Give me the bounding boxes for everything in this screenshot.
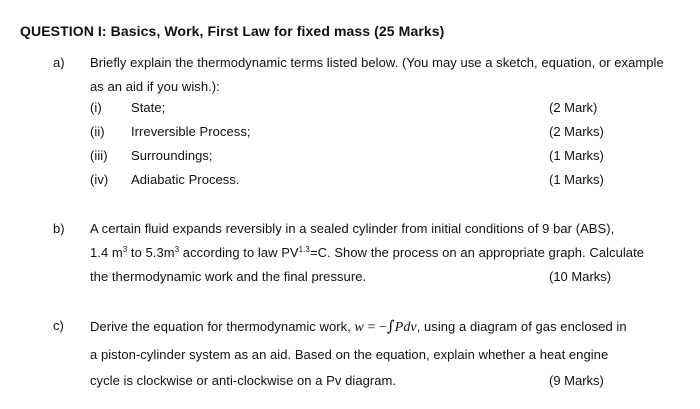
part-b-text: to 5.3m xyxy=(127,245,175,260)
part-c-text: , using a diagram of gas enclosed in xyxy=(416,319,627,334)
superscript: 3 xyxy=(174,245,180,254)
item-term: Adiabatic Process. xyxy=(131,172,240,187)
part-a-intro-line1: Briefly explain the thermodynamic terms listed below. (You may use a sketch, equation, or example xyxy=(90,55,664,70)
equation-equals: = − xyxy=(363,320,387,335)
item-marks: (1 Marks) xyxy=(549,172,604,187)
item-number: (iv) xyxy=(90,172,109,187)
item-marks: (1 Marks) xyxy=(549,148,604,163)
part-c-text: Derive the equation for thermodynamic work, xyxy=(90,319,351,334)
item-marks: (2 Mark) xyxy=(549,100,598,115)
part-c-label: c) xyxy=(53,318,64,333)
part-b-text: 1.4 m xyxy=(90,245,123,260)
part-a-label: a) xyxy=(53,55,65,70)
superscript: 1.3 xyxy=(298,245,310,254)
question-title: QUESTION I: Basics, Work, First Law for fixed mass (25 Marks) xyxy=(20,23,445,39)
equation-lhs: w xyxy=(354,320,364,335)
part-b-label: b) xyxy=(53,221,65,236)
item-number: (iii) xyxy=(90,148,108,163)
part-c-line3: cycle is clockwise or anti-clockwise on a Pv diagram. xyxy=(90,373,397,388)
item-term: Irreversible Process; xyxy=(131,124,251,139)
item-marks: (2 Marks) xyxy=(549,124,604,139)
work-equation xyxy=(354,317,417,335)
item-term: Surroundings; xyxy=(131,148,213,163)
part-b-text: according to law PV xyxy=(179,245,299,260)
part-c-line2: a piston-cylinder system as an aid. Based on the equation, explain whether a heat engine xyxy=(90,347,609,362)
part-a-intro-line2: as an aid if you wish.): xyxy=(90,79,220,94)
item-term: State; xyxy=(131,100,166,115)
part-b-line1: A certain fluid expands reversibly in a sealed cylinder from initial conditions of 9 bar (ABS), xyxy=(90,221,615,236)
part-b-line3: the thermodynamic work and the final pressure. xyxy=(90,269,367,284)
part-b-text: =C. Show the process on an appropriate graph. Calculate xyxy=(309,245,645,260)
item-number: (i) xyxy=(90,100,102,115)
part-c-line1 xyxy=(90,317,627,336)
part-c-marks: (9 Marks) xyxy=(549,373,604,388)
superscript: 3 xyxy=(122,245,128,254)
part-b-line2 xyxy=(90,245,644,260)
part-b-marks: (10 Marks) xyxy=(549,269,612,284)
equation-rhs: Pdv xyxy=(394,320,417,335)
integral-sign: ∫ xyxy=(386,317,395,335)
item-number: (ii) xyxy=(90,124,105,139)
